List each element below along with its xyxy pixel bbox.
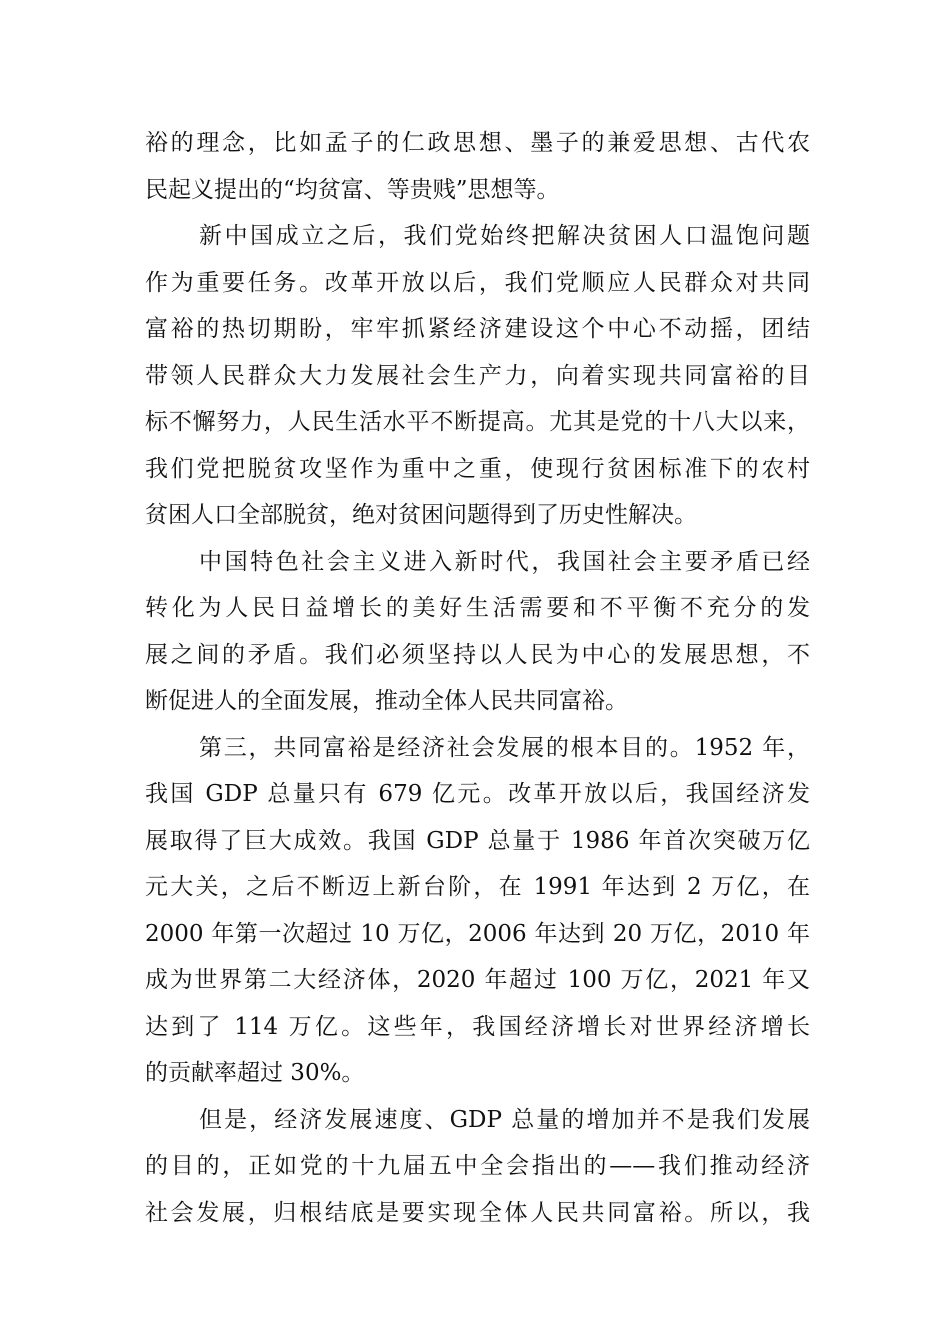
text-line: 我们党把脱贫攻坚作为重中之重，使现行贫困标准下的农村 <box>145 455 810 482</box>
text-line: 我国 GDP 总量只有 679 亿元。改革开放以后，我国经济发 <box>145 781 810 807</box>
text-line: 作为重要任务。改革开放以后，我们党顺应人民群众对共同 <box>145 269 810 296</box>
paragraph-first-line: 第三，共同富裕是经济社会发展的根本目的。1952 年， <box>199 734 810 761</box>
paragraph-first-line: 新中国成立之后，我们党始终把解决贫困人口温饱问题 <box>199 223 810 249</box>
text-line: 富裕的热切期盼，牢牢抓紧经济建设这个中心不动摇，团结 <box>145 316 810 342</box>
text-line: 社会发展，归根结底是要实现全体人民共同富裕。所以，我 <box>145 1199 810 1226</box>
body-text <box>145 120 810 1236</box>
text-line: 民起义提出的“均贫富、等贵贱”思想等。 <box>145 176 560 203</box>
text-line: 贫困人口全部脱贫，绝对贫困问题得到了历史性解决。 <box>145 502 697 528</box>
text-line: 标不懈努力，人民生活水平不断提高。尤其是党的十八大以来， <box>145 409 810 435</box>
text-line: 带领人民群众大力发展社会生产力，向着实现共同富裕的目 <box>145 362 810 389</box>
text-line: 元大关，之后不断迈上新台阶，在 1991 年达到 2 万亿，在 <box>145 874 810 900</box>
text-line: 断促进人的全面发展，推动全体人民共同富裕。 <box>145 688 628 714</box>
text-line: 2000 年第一次超过 10 万亿，2006 年达到 20 万亿，2010 年 <box>145 920 810 947</box>
text-line: 的目的，正如党的十九届五中全会指出的——我们推动经济 <box>145 1153 810 1179</box>
text-line: 成为世界第二大经济体，2020 年超过 100 万亿，2021 年又 <box>145 967 810 993</box>
paragraph-first-line: 中国特色社会主义进入新时代，我国社会主要矛盾已经 <box>199 548 810 575</box>
text-line: 展之间的矛盾。我们必须坚持以人民为中心的发展思想，不 <box>145 641 810 668</box>
text-line: 达到了 114 万亿。这些年，我国经济增长对世界经济增长 <box>145 1013 810 1040</box>
text-line: 裕的理念，比如孟子的仁政思想、墨子的兼爱思想、古代农 <box>145 130 810 156</box>
text-line: 的贡献率超过 30%。 <box>145 1060 365 1086</box>
paragraph-first-line: 但是，经济发展速度、GDP 总量的增加并不是我们发展 <box>199 1106 810 1133</box>
text-line: 转化为人民日益增长的美好生活需要和不平衡不充分的发 <box>145 595 810 621</box>
text-line: 展取得了巨大成效。我国 GDP 总量于 1986 年首次突破万亿 <box>145 827 810 854</box>
